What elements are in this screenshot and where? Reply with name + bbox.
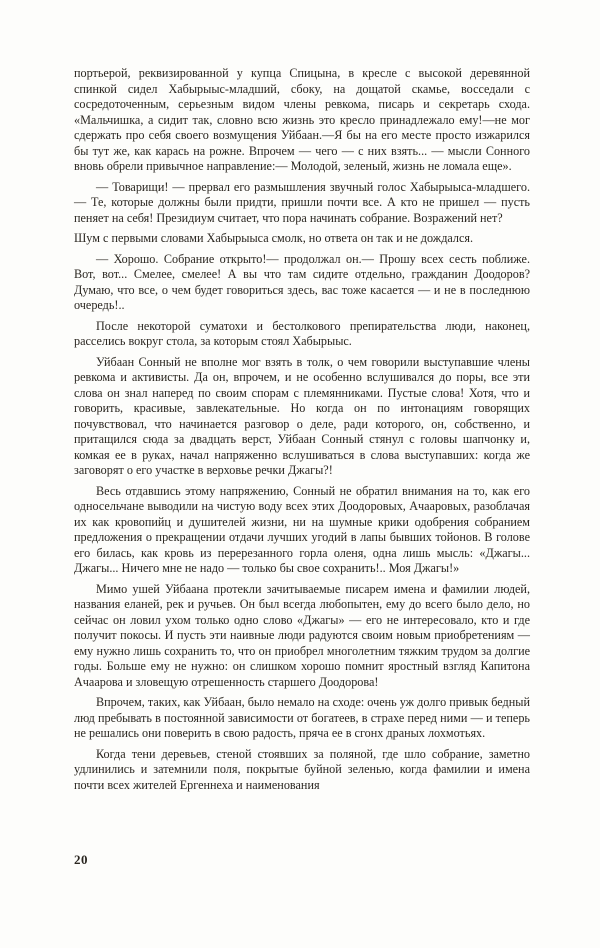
page-number: 20 (74, 852, 88, 867)
paragraph: портьерой, реквизированной у купца Спицына, в кресле с высокой деревянной спинкой сидел Хабырыыс-младший, сбоку, на дощатой скамье, восседали с сосредоточенным, серьезным видом члены ревкома, писарь и секретарь схода. «Мальчишка, а сидит так, словно всю жизнь это кресло принадлежало ему!—не мог сдержать про себя своего возмущения Уйбаан.—Я бы на его месте просто изжарился бы тут же, как карась на рожне. Впрочем — чего — с них взять... — мысли Сонного вновь обрели привычное направление:— Молодой, зеленый, жизнь не ломала еще». (74, 66, 530, 173)
paragraph: Уйбаан Сонный не вполне мог взять в толк, о чем говорили выступавшие члены ревкома и активисты. Да он, впрочем, и не особенно вслушивался до поры, все эти слова он знал наперед по своим спорам с племянниками. Пустые слова! Хотя, что и говорить, красивые, завлекательные. Но когда он по интонациям говорящих почувствовал, что начинается разговор о деле, ради которого, он, собственно, и притащился сюда за двадцать верст, Уйбаан Сонный стянул с головы шапчонку и, комкая ее в руках, начал напряженно вслушиваться в слова выступавших: когда же заговорят о его участке в верховье речки Джагы?! (74, 354, 530, 477)
paragraph: После некоторой суматохи и бестолкового препирательства люди, наконец, расселись вокруг стола, за которым стоял Хабырыыс. (74, 318, 530, 348)
paragraph: — Товарищи! — прервал его размышления звучный голос Хабырыыса-младшего.— Те, которые должны были придти, пришли почти все. А кто не пришел — пусть пеняет на себя! Президиум считает, что пора начинать собрание. Возражений нет? (74, 179, 530, 225)
body-text (74, 66, 530, 793)
paragraph: Когда тени деревьев, стеной стоявших за поляной, где шло собрание, заметно удлинились и затемнили поля, покрытые буйной зеленью, когда фамилии и имена почти всех жителей Ергеннеха и наименования (74, 746, 530, 792)
paragraph: Шум с первыми словами Хабырыыса смолк, но ответа он так и не дождался. (74, 231, 474, 245)
paragraph: — Хорошо. Собрание открыто!— продолжал он.— Прошу всех сесть поближе. Вот, вот... Смелее, смелее! А вы что там сидите отдельно, гражданин Доодоров? Думаю, что все, о чем будет говориться здесь, вас тоже касается — и не в последнюю очередь!.. (74, 251, 530, 312)
paragraph: Мимо ушей Уйбаана протекли зачитываемые писарем имена и фамилии людей, названия еланей, рек и ручьев. Он был всегда любопытен, ему до всего было дело, но сейчас он ловил ухом только одно слово «Джагы» — его не интересовало, кто и где получит покосы. И пусть эти наивные люди радуются своим новым приобретениям — ему нужно лишь сохранить то, что он приобрел многолетним тяжким трудом за долгие годы. Больше ему не нужно: он слишком хорошо помнит яростный взгляд Капитона Ачаарова и зловещую отрешенность старшего Доодорова! (74, 581, 530, 689)
paragraph: Весь отдавшись этому напряжению, Сонный не обратил внимания на то, как его односельчане выводили на чистую воду всех этих Доодоровых, Ачааровых, разоблачая их как кровопийц и душителей жизни, ни на шумные крики одобрения собранием предложения о прекращении отдачи лучших угодий в лапы бывших тойонов. В голове его билась, как кровь из перерезанного горла оленя, одна лишь мысль: «Джагы... Джагы... Ничего мне не надо — только бы свое сохранить!.. Моя Джагы!» (74, 483, 530, 575)
paragraph: Впрочем, таких, как Уйбаан, было немало на сходе: очень уж долго привык бедный люд пребывать в постоянной зависимости от богатеев, в страхе перед ними — и теперь не решались они поверить в свою радость, пряча ее в сгонх драных лохмотьях. (74, 695, 530, 740)
